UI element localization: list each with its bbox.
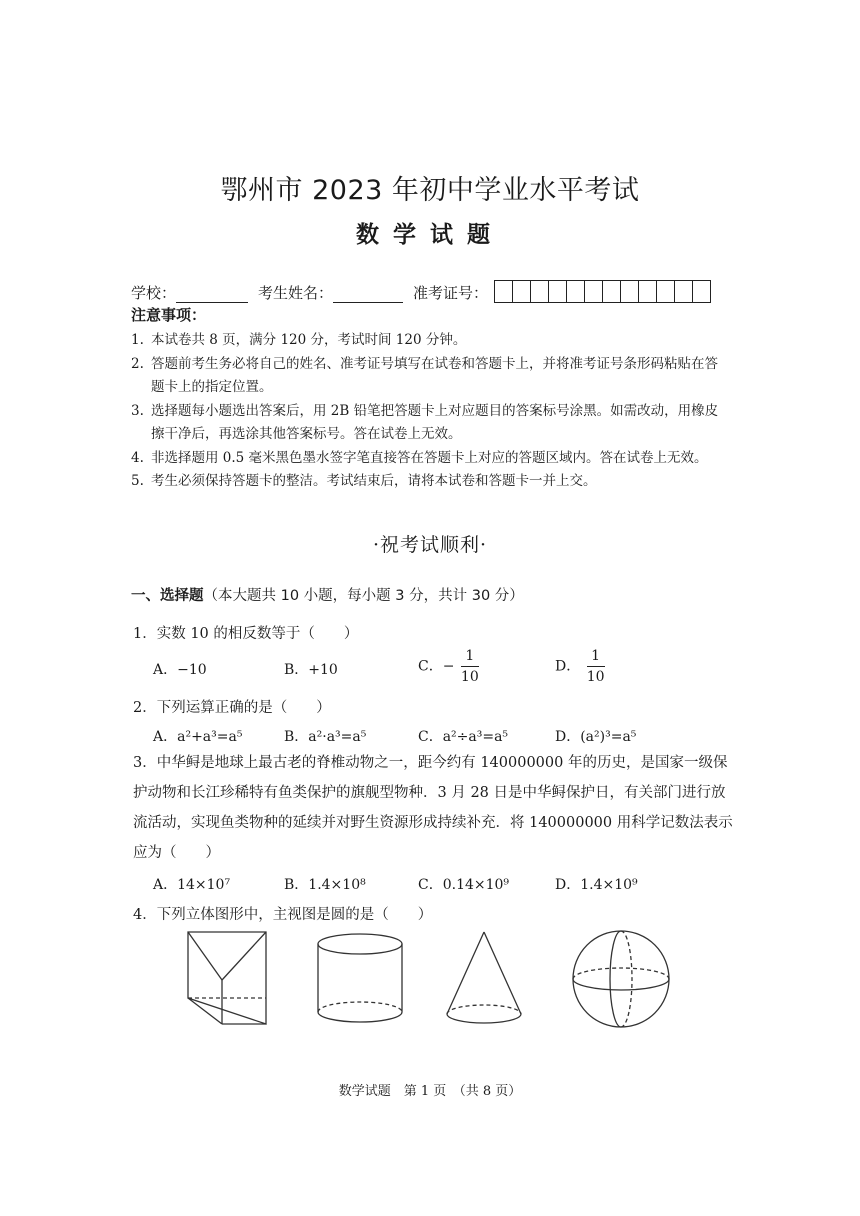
id-digit-box [621, 281, 639, 302]
id-digit-box [603, 281, 621, 302]
notice-heading: 注意事项： [131, 306, 207, 324]
q3-option-d: D．1.4×10⁹ [555, 877, 638, 893]
id-digit-box [693, 281, 710, 302]
prism-edge [222, 932, 266, 980]
id-digit-box [675, 281, 693, 302]
notice-num: 3. [131, 402, 144, 419]
id-digit-box [657, 281, 675, 302]
q2-option-d: D．(a²)³=a⁵ [555, 729, 637, 745]
id-label: 准考证号： [413, 284, 489, 302]
notice-text: 本试卷共 8 页，满分 120 分，考试时间 120 分钟。 [151, 332, 467, 348]
q3-option-a: A．14×10⁷ [153, 877, 231, 893]
candidate-info [131, 280, 711, 303]
section-desc: （本大题共 10 小题，每小题 3 分，共计 30 分） [203, 588, 524, 604]
q2-option-a: A．a²+a³=a⁵ [153, 729, 243, 745]
id-digit-box [513, 281, 531, 302]
school-blank [176, 286, 248, 303]
id-digit-box [639, 281, 657, 302]
notice-list [131, 329, 731, 494]
q3-option-b: B．1.4×10⁸ [284, 877, 366, 893]
notice-item [131, 447, 731, 471]
cylinder-figure [312, 930, 408, 1030]
sphere-meridian-back [621, 931, 632, 1027]
question-3-stem: 3．中华鲟是地球上最古老的脊椎动物之一，距今约有 140000000 年的历史，是国家一级保护动物和长江珍稀特有鱼类保护的旗舰型物种．3 月 28 日是中华鲟保护日，有关部门进行放流活动，实现鱼类物种的延续并对野生资源形成持续补充．将 140000000 用科学记数法表示应为（ ） [133, 755, 733, 861]
id-digit-box [495, 281, 513, 302]
q2-option-b: B．a²·a³=a⁵ [284, 729, 367, 745]
cone-base-front [447, 1014, 521, 1023]
q1-option-c-label: C． [418, 658, 443, 675]
notice-num: 1. [131, 332, 144, 348]
cone-side [447, 932, 484, 1014]
prism-edge [188, 998, 222, 1024]
id-digit-box [531, 281, 549, 302]
sphere-outline [573, 931, 669, 1027]
cylinder-top [318, 934, 402, 954]
q1-option-b: B．+10 [284, 662, 338, 678]
exam-subtitle: 数学试题 [356, 222, 504, 248]
notice-item [131, 400, 731, 447]
q1-option-c-sign: − [442, 658, 455, 675]
notice-text: 非选择题用 0.5 毫米黑色墨水签字笔直接答在答题卡上对应的答题区域内。答在试卷上无效。 [151, 449, 708, 466]
fraction-numerator: 1 [587, 646, 605, 667]
cylinder-bottom-back [318, 1002, 402, 1012]
cylinder-bottom-front [318, 1012, 402, 1022]
exam-title: 鄂州市 2023 年初中学业水平考试 [220, 175, 640, 206]
fraction-denominator: 10 [586, 669, 605, 685]
good-luck-banner: ·祝考试顺利· [372, 534, 488, 556]
q1-option-d-fraction [587, 646, 605, 687]
prism-edge [188, 932, 222, 980]
fraction-denominator: 10 [460, 669, 479, 685]
notice-item [131, 329, 731, 353]
sphere-figure [570, 928, 672, 1030]
sphere-equator-front [573, 979, 669, 990]
fraction-numerator: 1 [461, 646, 479, 667]
name-blank [333, 286, 403, 303]
q2-option-c: C．a²÷a³=a⁵ [418, 729, 509, 745]
q1-option-a: A．−10 [153, 662, 207, 678]
name-label: 考生姓名： [258, 284, 334, 302]
notice-item [131, 470, 731, 494]
q1-option-d-label: D． [555, 658, 581, 675]
page-footer: 数学试题 第 1 页 （共 8 页） [338, 1084, 522, 1099]
school-label: 学校： [131, 284, 177, 302]
sphere-meridian-front [610, 931, 621, 1027]
id-digit-box [585, 281, 603, 302]
sphere-equator-back [573, 968, 669, 979]
triangular-prism-figure [180, 928, 280, 1028]
q3-option-c: C．0.14×10⁹ [418, 877, 510, 893]
cone-figure [442, 928, 526, 1030]
prism-front [188, 932, 266, 1024]
notice-text: 考生必须保持答题卡的整洁。考试结束后，请将本试卷和答题卡一并上交。 [151, 473, 597, 489]
q1-option-c-fraction [461, 646, 479, 687]
q1-option-d [555, 646, 605, 687]
question-1-stem: 1．实数 10 的相反数等于（ ） [133, 626, 359, 642]
cone-base-back [447, 1005, 521, 1014]
question-2-stem: 2．下列运算正确的是（ ） [133, 700, 331, 716]
section-title: 一、选择题 [131, 588, 204, 604]
notice-num: 5. [131, 473, 144, 489]
notice-num: 4. [131, 449, 144, 466]
notice-text: 选择题每小题选出答案后，用 2B 铅笔把答题卡上对应题目的答案标号涂黑。如需改动，用橡皮擦干净后，再选涂其他答案标号。答在试卷上无效。 [151, 402, 719, 442]
question-4-stem: 4．下列立体图形中，主视图是圆的是（ ） [133, 907, 433, 923]
section-heading [131, 584, 524, 605]
notice-num: 2. [131, 355, 144, 372]
notice-text: 答题前考生务必将自己的姓名、准考证号填写在试卷和答题卡上，并将准考证号条形码粘贴在答题卡上的指定位置。 [151, 355, 718, 395]
id-number-boxes [494, 280, 711, 303]
id-digit-box [567, 281, 585, 302]
cone-side [484, 932, 521, 1014]
notice-item [131, 353, 731, 400]
q1-option-c [418, 646, 479, 687]
id-digit-box [549, 281, 567, 302]
